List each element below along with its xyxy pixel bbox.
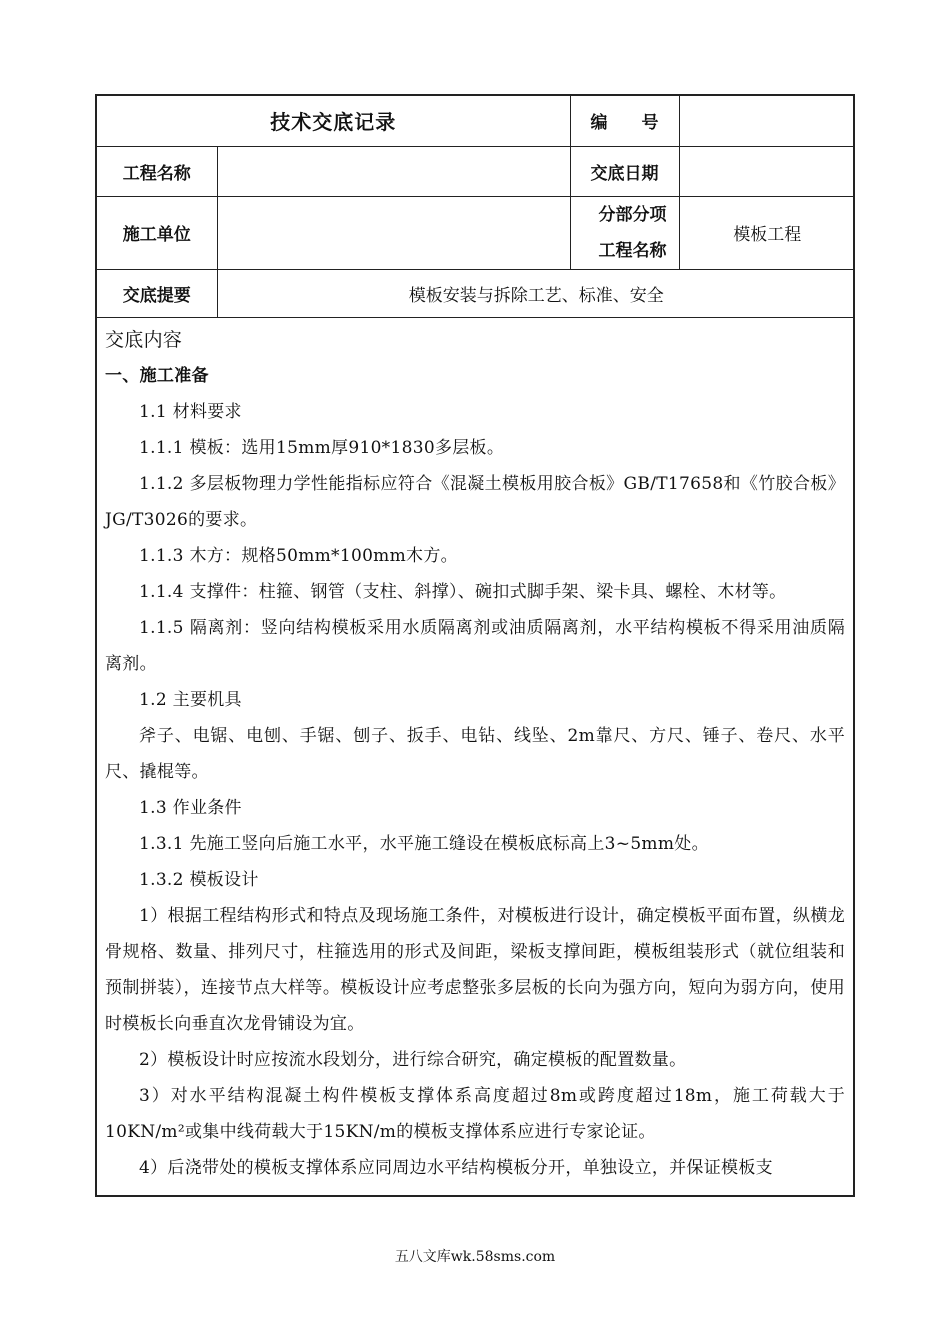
subproject-label-line1: 分部分项 <box>598 204 667 225</box>
section-1-title: 一、施工准备 <box>105 365 209 386</box>
project-name-label: 工程名称 <box>97 146 217 196</box>
paragraph-1-3-1: 1.3.1 先施工竖向后施工水平，水平施工缝设在模板底标高上3~5mm处。 <box>139 833 709 854</box>
date-label: 交底日期 <box>570 146 679 196</box>
form-title: 技术交底记录 <box>97 96 570 146</box>
subproject-label <box>570 196 679 269</box>
paragraph-tools: 斧子、电锯、电刨、手锯、刨子、扳手、电钻、线坠、2m靠尺、方尺、锤子、卷尺、水平尺、撬棍等。 <box>105 725 845 782</box>
paragraph-1-1-2: 1.1.2 多层板物理力学性能指标应符合《混凝土模板用胶合板》GB/T17658和《竹胶合板》JG/T3026的要求。 <box>105 473 845 530</box>
paragraph-1-3: 1.3 作业条件 <box>139 797 242 818</box>
paragraph-1-1-5: 1.1.5 隔离剂：竖向结构模板采用水质隔离剂或油质隔离剂，水平结构模板不得采用油质隔离剂。 <box>105 617 845 674</box>
summary-value: 模板安装与拆除工艺、标准、安全 <box>217 269 855 317</box>
subproject-value: 模板工程 <box>679 196 855 269</box>
unit-value <box>217 196 570 269</box>
paragraph-item-2: 2）模板设计时应按流水段划分，进行综合研究，确定模板的配置数量。 <box>139 1049 687 1070</box>
paragraph-1-2: 1.2 主要机具 <box>139 689 242 710</box>
unit-label: 施工单位 <box>97 196 217 269</box>
paragraph-1-1-1: 1.1.1 模板：选用15mm厚910*1830多层板。 <box>139 437 505 458</box>
number-label: 编 号 <box>570 96 679 146</box>
content-heading: 交底内容 <box>105 328 183 351</box>
summary-label: 交底提要 <box>97 269 217 317</box>
paragraph-1-3-2: 1.3.2 模板设计 <box>139 869 259 890</box>
number-value <box>679 96 855 146</box>
paragraph-item-4: 4）后浇带处的模板支撑体系应同周边水平结构模板分开，单独设立，并保证模板支 <box>139 1157 773 1178</box>
footer-watermark-text: 五八文库wk.58sms.com <box>394 1249 556 1265</box>
header-table <box>97 96 855 318</box>
paragraph-item-3: 3）对水平结构混凝土构件模板支撑体系高度超过8m或跨度超过18m，施工荷载大于10KN/m²或集中线荷载大于15KN/m的模板支撑体系应进行专家论证。 <box>105 1085 845 1142</box>
paragraph-item-1: 1）根据工程结构形式和特点及现场施工条件，对模板进行设计，确定模板平面布置，纵横龙骨规格、数量、排列尺寸，柱箍选用的形式及间距，梁板支撑间距，模板组装形式（就位组装和预制拼装），连接节点大样等。模板设计应考虑整张多层板的长向为强方向，短向为弱方向，使用时模板长向垂直次龙骨铺设为宜。 <box>105 905 845 1034</box>
paragraph-1-1-4: 1.1.4 支撑件：柱箍、钢管（支柱、斜撑）、碗扣式脚手架、梁卡具、螺栓、木材等。 <box>139 581 787 602</box>
subproject-label-line2: 工程名称 <box>598 240 667 261</box>
paragraph-1-1-3: 1.1.3 木方：规格50mm*100mm木方。 <box>139 545 458 566</box>
technical-disclosure-form <box>95 94 855 1197</box>
disclosure-content <box>97 318 853 1186</box>
project-name-value <box>217 146 570 196</box>
paragraph-1-1: 1.1 材料要求 <box>139 401 242 422</box>
date-value <box>679 146 855 196</box>
